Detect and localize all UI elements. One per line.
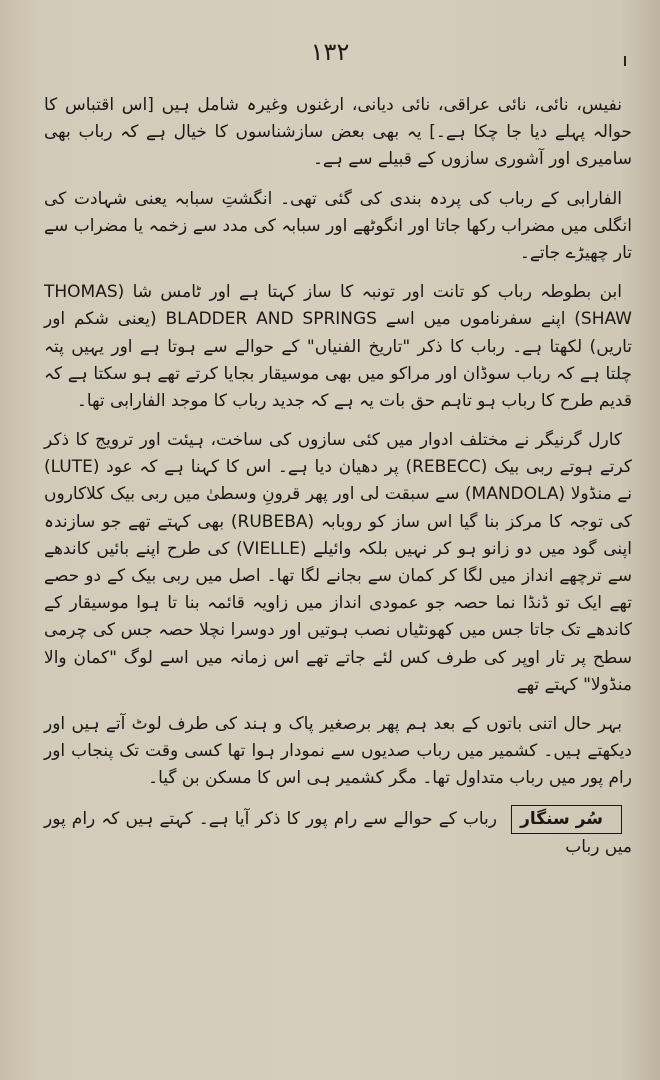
paragraph-4: کارل گرنیگر نے مختلف ادوار میں کئی سازوں کی ساخت، ہیئت اور ترویج کا ذکر کرتے ہوتے ربی بیک (REBECC) پر دھیان دیا ہے۔ اس کا کہنا ہے کہ عود (LUTE) نے منڈولا (MANDOLA) سے سبقت لی اور پھر قرونِ وسطیٰ میں ربی بیک کلاکاروں کی توجہ کا مرکز بنا گیا اس ساز کو روبابہ (RUBEBA) بھی کہتے تھے جو سازندہ اپنی گود میں دو زانو ہو کر نہیں بلکہ وائیلے (VIELLE) کی طرح اپنے بائیں کاندھے سے ترچھے انداز میں لگا کر کمان سے بجانے لگا تھا۔ اصل میں ربی بیک کے دو حصے تھے ایک تو ڈنڈا نما حصہ جو عمودی انداز میں زاویہ قائمہ بنا تا ہوا موسیقار کے کاندھے تک جاتا جس میں کھونٹیاں نصب ہوتیں اور دوسرا نچلا حصہ جس کی چرمی سطح پر تار اوپر کی طرف کس لئے جاتے تھے اس زمانہ میں اسے لوگ "کمان والا منڈولا" کہتے تھے bbox=[44, 430, 633, 695]
section-heading: سُر سنگار bbox=[511, 805, 622, 834]
section-paragraph bbox=[44, 805, 632, 861]
paragraph-5: بہر حال اتنی باتوں کے بعد ہم پھر برصغیر پاک و ہند کی طرف لوٹ آتے ہیں اور دیکھتے ہیں۔ کشمیر میں رباب صدیوں سے نمودار ہوا تھا کسی وقت تک پنجاب اور رام پور میں رباب متداول تھا۔ مگر کشمیر ہی اس کا مسکن بن گیا۔ bbox=[44, 713, 632, 789]
paragraph-2: الفارابی کے رباب کی پردہ بندی کی گئی تھی۔ انگشتِ سبابہ یعنی شہادت کی انگلی میں مضراب رکھا جاتا اور انگوٹھے اور سبابہ کی مدد سے زخمہ یا مضراب سے تار چھیڑے جاتے۔ bbox=[44, 188, 632, 263]
paragraph-3: ابن بطوطہ رباب کو تانت اور تونبہ کا ساز کہتا ہے اور ٹامس شا (THOMAS SHAW) اپنے سفرناموں میں اسے BLADDER AND SPRINGS (یعنی شکم اور تاریں) لکھتا ہے۔ رباب کا ذکر "تاریخ الفنیاں" کے حوالے سے ہوتا ہے اور یہیں پتہ چلتا ہے کہ رباب سوڈان اور مراکو میں بھی موسیقار بجایا کرتے تھے ہو سکتا ہے کہ قدیم طرح کا رباب ہو تاہم حق بات یہ ہے کہ جدید رباب کا موجد الفارابی تھا۔ bbox=[44, 282, 632, 411]
page-body bbox=[44, 92, 632, 873]
section-text: رباب کے حوالے سے رام پور کا ذکر آیا ہے۔ کہتے ہیں کہ رام پور میں رباب bbox=[44, 808, 632, 857]
margin-mark bbox=[624, 56, 626, 66]
page-number: ۱۳۲ bbox=[310, 38, 350, 66]
paragraph-1: نفیس، نائی، نائی عراقی، نائی دیانی، ارغنوں وغیرہ شامل ہیں [اس اقتباس کا حوالہ پہلے دیا جا چکا ہے۔] یہ بھی بعض سازشناسوں کا خیال ہے کہ رباب بھی سامیری اور آشوری سازوں کے قبیلے سے ہے۔ bbox=[44, 95, 632, 170]
